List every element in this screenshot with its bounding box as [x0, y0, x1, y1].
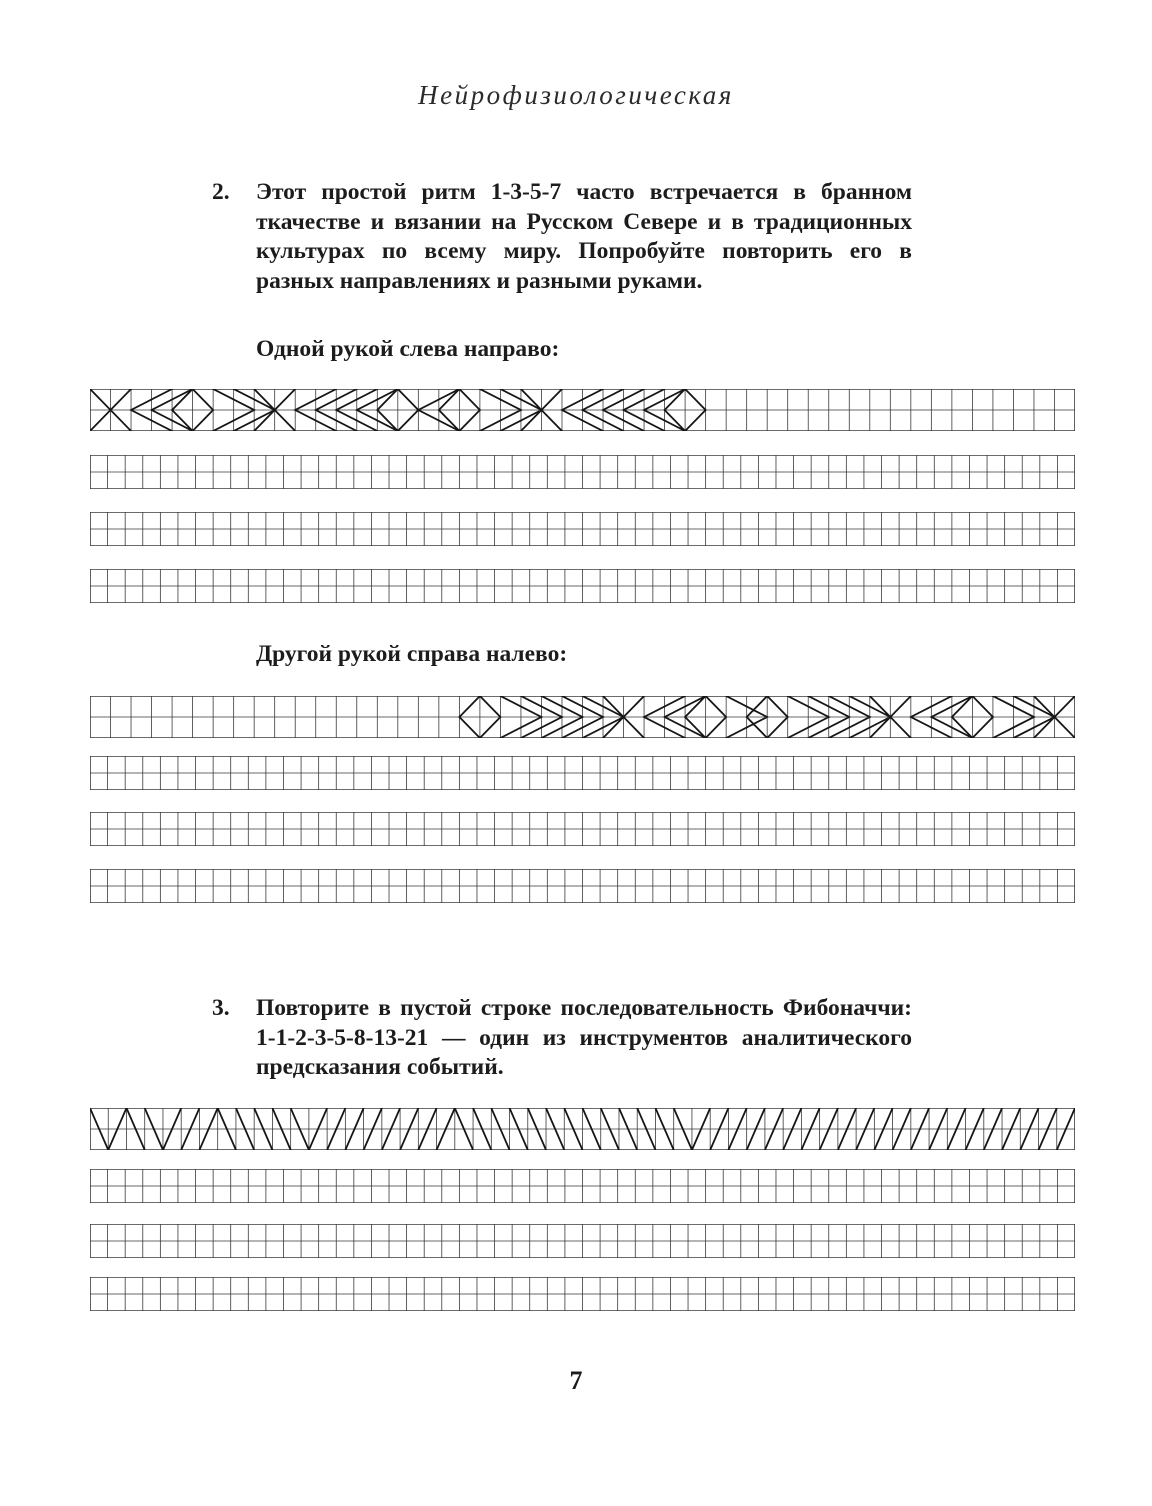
writing-grid-empty [90, 812, 1075, 846]
exercise-3-text: Повторите в пустой строке последовательность Фибоначчи: 1-1-2-3-5-8-13-21 — один из инструментов аналитического предсказания событий. [256, 995, 912, 1080]
writing-grid-pattern-fibonacci [90, 1108, 1075, 1150]
direction-label-left-to-right: Одной рукой слева направо: [256, 336, 560, 362]
page-number: 7 [569, 1366, 583, 1395]
exercise-2-number: 2. [212, 179, 230, 205]
writing-grid-empty [90, 1224, 1075, 1258]
exercise-3-number: 3. [212, 995, 230, 1021]
writing-grid-empty [90, 569, 1075, 603]
exercise-3 [212, 994, 912, 1083]
writing-grid-empty [90, 756, 1075, 790]
chapter-title: Нейрофизиологическая [418, 80, 734, 110]
writing-grid-empty [90, 1277, 1075, 1311]
exercise-2-text: Этот простой ритм 1-3-5-7 часто встречается в бранном ткачестве и вязании на Русском Севере и в традиционных культурах по всему миру. Попробуйте повторить его в разных направлениях и разными руками. [256, 179, 912, 294]
writing-grid-empty [90, 869, 1075, 903]
writing-grid-pattern-ltr [90, 389, 1075, 431]
writing-grid-pattern-rtl [90, 696, 1075, 738]
direction-label-right-to-left: Другой рукой справа налево: [256, 641, 568, 667]
writing-grid-empty [90, 512, 1075, 546]
writing-grid-empty [90, 1169, 1075, 1203]
exercise-2 [212, 178, 912, 296]
writing-grid-empty [90, 455, 1075, 489]
